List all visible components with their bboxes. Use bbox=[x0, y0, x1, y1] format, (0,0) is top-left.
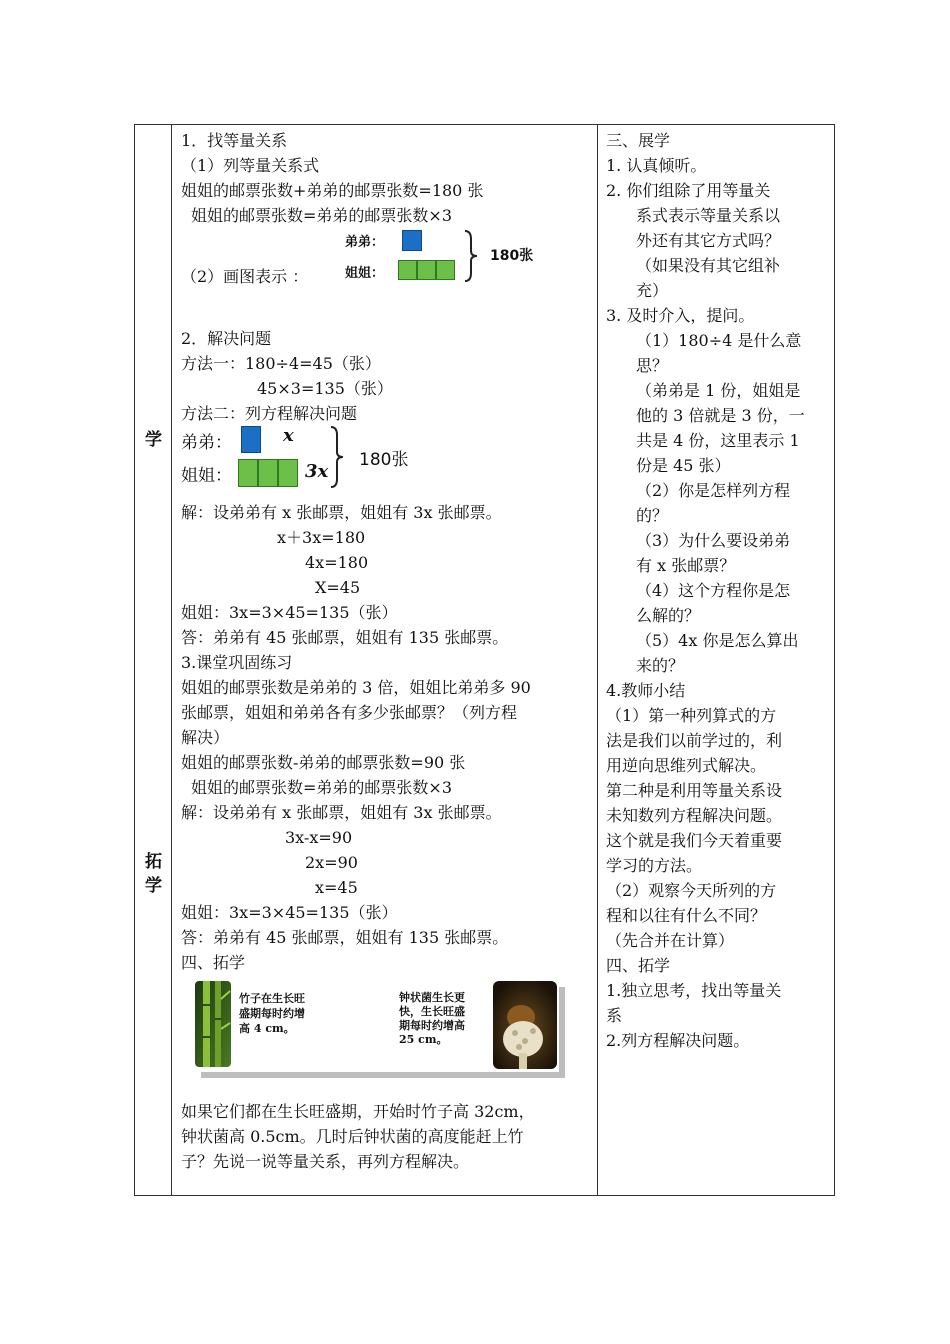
extend-question-1: 如果它们都在生长旺盛期，开始时竹子高 32cm， bbox=[181, 1102, 535, 1121]
bamboo-text-1: 竹子在生长旺 bbox=[239, 992, 305, 1005]
diagram1-sister-block-2 bbox=[417, 260, 436, 280]
practice-question-3: 解决） bbox=[181, 728, 230, 747]
method-two: 方法二：列方程解决问题 bbox=[181, 404, 358, 423]
right-line-12: 他的 3 倍就是 3 份，一 bbox=[636, 406, 805, 425]
diagram1-brace-icon bbox=[463, 229, 479, 283]
bamboo-photo-icon bbox=[195, 981, 231, 1067]
right-line-21: （5）4x 你是怎么算出 bbox=[636, 631, 799, 650]
diagram2-sister-label: 姐姐： bbox=[181, 466, 232, 486]
right-line-37: 2.列方程解决问题。 bbox=[606, 1031, 750, 1050]
right-line-5: 外还有其它方式吗？ bbox=[636, 231, 781, 250]
heading-teacher-summary: 4.教师小结 bbox=[606, 681, 686, 700]
equation-step2: 4x=180 bbox=[305, 553, 369, 572]
section-label-tuo: 拓 bbox=[145, 852, 162, 872]
stamp-diagram-1 bbox=[340, 227, 540, 287]
solution-setup: 解：设弟弟有 x 张邮票，姐姐有 3x 张邮票。 bbox=[181, 503, 502, 522]
heading-show: 三、展学 bbox=[606, 131, 671, 150]
diagram2-brother-label: 弟弟： bbox=[181, 433, 232, 453]
extend-question-2: 钟状菌高 0.5cm。几时后钟状菌的高度能赶上竹 bbox=[181, 1127, 524, 1146]
right-line-8: 3. 及时介入，提问。 bbox=[606, 306, 755, 325]
practice-question-1: 姐姐的邮票张数是弟弟的 3 倍，姐姐比弟弟多 90 bbox=[181, 678, 531, 697]
bamboo-text-3: 高 4 cm。 bbox=[239, 1022, 295, 1035]
diagram2-sister-block-1 bbox=[238, 459, 258, 487]
equation-step1: x＋3x=180 bbox=[277, 528, 366, 547]
section-label-xue2: 学 bbox=[145, 876, 162, 896]
right-line-26: 用逆向思维列式解决。 bbox=[606, 756, 767, 775]
right-line-22: 来的？ bbox=[636, 656, 685, 675]
right-line-20: 么解的？ bbox=[636, 606, 701, 625]
diagram2-3x: 3x bbox=[305, 461, 329, 482]
right-line-2: 1. 认真倾听。 bbox=[606, 156, 707, 175]
bamboo-text-2: 盛期每时约增 bbox=[239, 1007, 305, 1020]
heading-right-extend: 四、拓学 bbox=[606, 956, 671, 975]
method-one-step2: 45×3=135（张） bbox=[257, 379, 393, 398]
stamp-diagram-2 bbox=[181, 423, 421, 493]
subheading-list-relation: （1）列等量关系式 bbox=[181, 156, 320, 175]
answer-1: 答：弟弟有 45 张邮票，姐姐有 135 张邮票。 bbox=[181, 628, 509, 647]
relation-times: 姐姐的邮票张数=弟弟的邮票张数×3 bbox=[191, 206, 452, 225]
right-line-30: 学习的方法。 bbox=[606, 856, 703, 875]
diagram2-total: 180张 bbox=[359, 450, 409, 470]
right-line-33: （先合并在计算） bbox=[606, 931, 735, 950]
right-line-7: 充） bbox=[636, 281, 669, 300]
fungus-text-4: 25 cm。 bbox=[399, 1033, 448, 1046]
right-line-3: 2. 你们组除了用等量关 bbox=[606, 181, 771, 200]
right-line-35: 1.独立思考，找出等量关 bbox=[606, 981, 782, 1000]
right-line-10: 思？ bbox=[636, 356, 669, 375]
heading-solve: 2．解决问题 bbox=[181, 329, 272, 348]
practice-step3: x=45 bbox=[315, 878, 358, 897]
right-line-29: 这个就是我们今天着重要 bbox=[606, 831, 783, 850]
extend-question-3: 子？先说一说等量关系，再列方程解决。 bbox=[181, 1152, 470, 1171]
right-line-27: 第二种是利用等量关系设 bbox=[606, 781, 783, 800]
right-line-16: 的？ bbox=[636, 506, 669, 525]
diagram1-sister-label: 姐姐： bbox=[345, 266, 385, 281]
fungus-text-3: 期每时约增高 bbox=[399, 1019, 465, 1032]
right-line-13: 共是 4 份，这里表示 1 bbox=[636, 431, 800, 450]
right-line-31: （2）观察今天所列的方 bbox=[606, 881, 777, 900]
heading-find-equal: 1．找等量关系 bbox=[181, 131, 288, 150]
sister-count: 姐姐：3x=3×45=135（张） bbox=[181, 603, 398, 622]
picture-shadow-bottom bbox=[201, 1072, 565, 1078]
practice-relation-times: 姐姐的邮票张数=弟弟的邮票张数×3 bbox=[191, 778, 452, 797]
diagram1-brother-label: 弟弟： bbox=[345, 235, 385, 250]
fungus-text-1: 钟状菌生长更 bbox=[399, 991, 465, 1004]
right-line-32: 程和以往有什么不同？ bbox=[606, 906, 767, 925]
section-label-column bbox=[135, 125, 172, 1195]
practice-question-2: 张邮票，姐姐和弟弟各有多少张邮票？（列方程 bbox=[181, 703, 518, 722]
right-line-9: （1）180÷4 是什么意 bbox=[636, 331, 802, 350]
diagram2-sister-block-2 bbox=[258, 459, 278, 487]
right-line-15: （2）你是怎样列方程 bbox=[636, 481, 791, 500]
right-line-18: 有 x 张邮票？ bbox=[636, 556, 736, 575]
right-line-19: （4）这个方程你是怎 bbox=[636, 581, 791, 600]
subheading-draw: （2）画图表示 ： bbox=[181, 267, 309, 286]
diagram1-sister-block-3 bbox=[436, 260, 455, 280]
right-line-25: 法是我们以前学过的，利 bbox=[606, 731, 783, 750]
section-label-xue: 学 bbox=[145, 430, 162, 450]
practice-step1: 3x-x=90 bbox=[285, 828, 353, 847]
relation-sum: 姐姐的邮票张数+弟弟的邮票张数=180 张 bbox=[181, 181, 484, 200]
diagram2-sister-block-3 bbox=[278, 459, 298, 487]
practice-solution-setup: 解：设弟弟有 x 张邮票，姐姐有 3x 张邮票。 bbox=[181, 803, 502, 822]
right-line-11: （弟弟是 1 份，姐姐是 bbox=[636, 381, 801, 400]
equation-step3: X=45 bbox=[315, 578, 361, 597]
right-line-28: 未知数列方程解决问题。 bbox=[606, 806, 783, 825]
practice-answer: 答：弟弟有 45 张邮票，姐姐有 135 张邮票。 bbox=[181, 928, 509, 947]
practice-sister-count: 姐姐：3x=3×45=135（张） bbox=[181, 903, 398, 922]
picture-shadow-right bbox=[559, 987, 565, 1077]
practice-relation-diff: 姐姐的邮票张数-弟弟的邮票张数=90 张 bbox=[181, 753, 466, 772]
method-one: 方法一：180÷4=45（张） bbox=[181, 354, 381, 373]
fungus-photo-icon bbox=[493, 981, 557, 1069]
right-line-17: （3）为什么要设弟弟 bbox=[636, 531, 791, 550]
heading-practice: 3.课堂巩固练习 bbox=[181, 653, 293, 672]
diagram2-x: x bbox=[283, 425, 294, 446]
lesson-table bbox=[134, 124, 835, 1196]
heading-extend: 四、拓学 bbox=[181, 953, 246, 972]
diagram1-brother-block bbox=[402, 230, 422, 251]
diagram1-total: 180张 bbox=[490, 248, 534, 264]
practice-step2: 2x=90 bbox=[305, 853, 358, 872]
right-line-6: （如果没有其它组补 bbox=[636, 256, 781, 275]
diagram2-brother-block bbox=[241, 426, 261, 453]
diagram2-brace-icon bbox=[329, 425, 345, 489]
diagram1-sister-block-1 bbox=[398, 260, 417, 280]
right-line-24: （1）第一种列算式的方 bbox=[606, 706, 777, 725]
right-line-36: 系 bbox=[606, 1006, 623, 1025]
right-line-4: 系式表示等量关系以 bbox=[636, 206, 781, 225]
fungus-text-2: 快，生长旺盛 bbox=[399, 1005, 465, 1018]
right-line-14: 份是 45 张） bbox=[636, 456, 731, 475]
column-divider-2 bbox=[597, 125, 598, 1195]
growth-picture bbox=[195, 981, 559, 1071]
